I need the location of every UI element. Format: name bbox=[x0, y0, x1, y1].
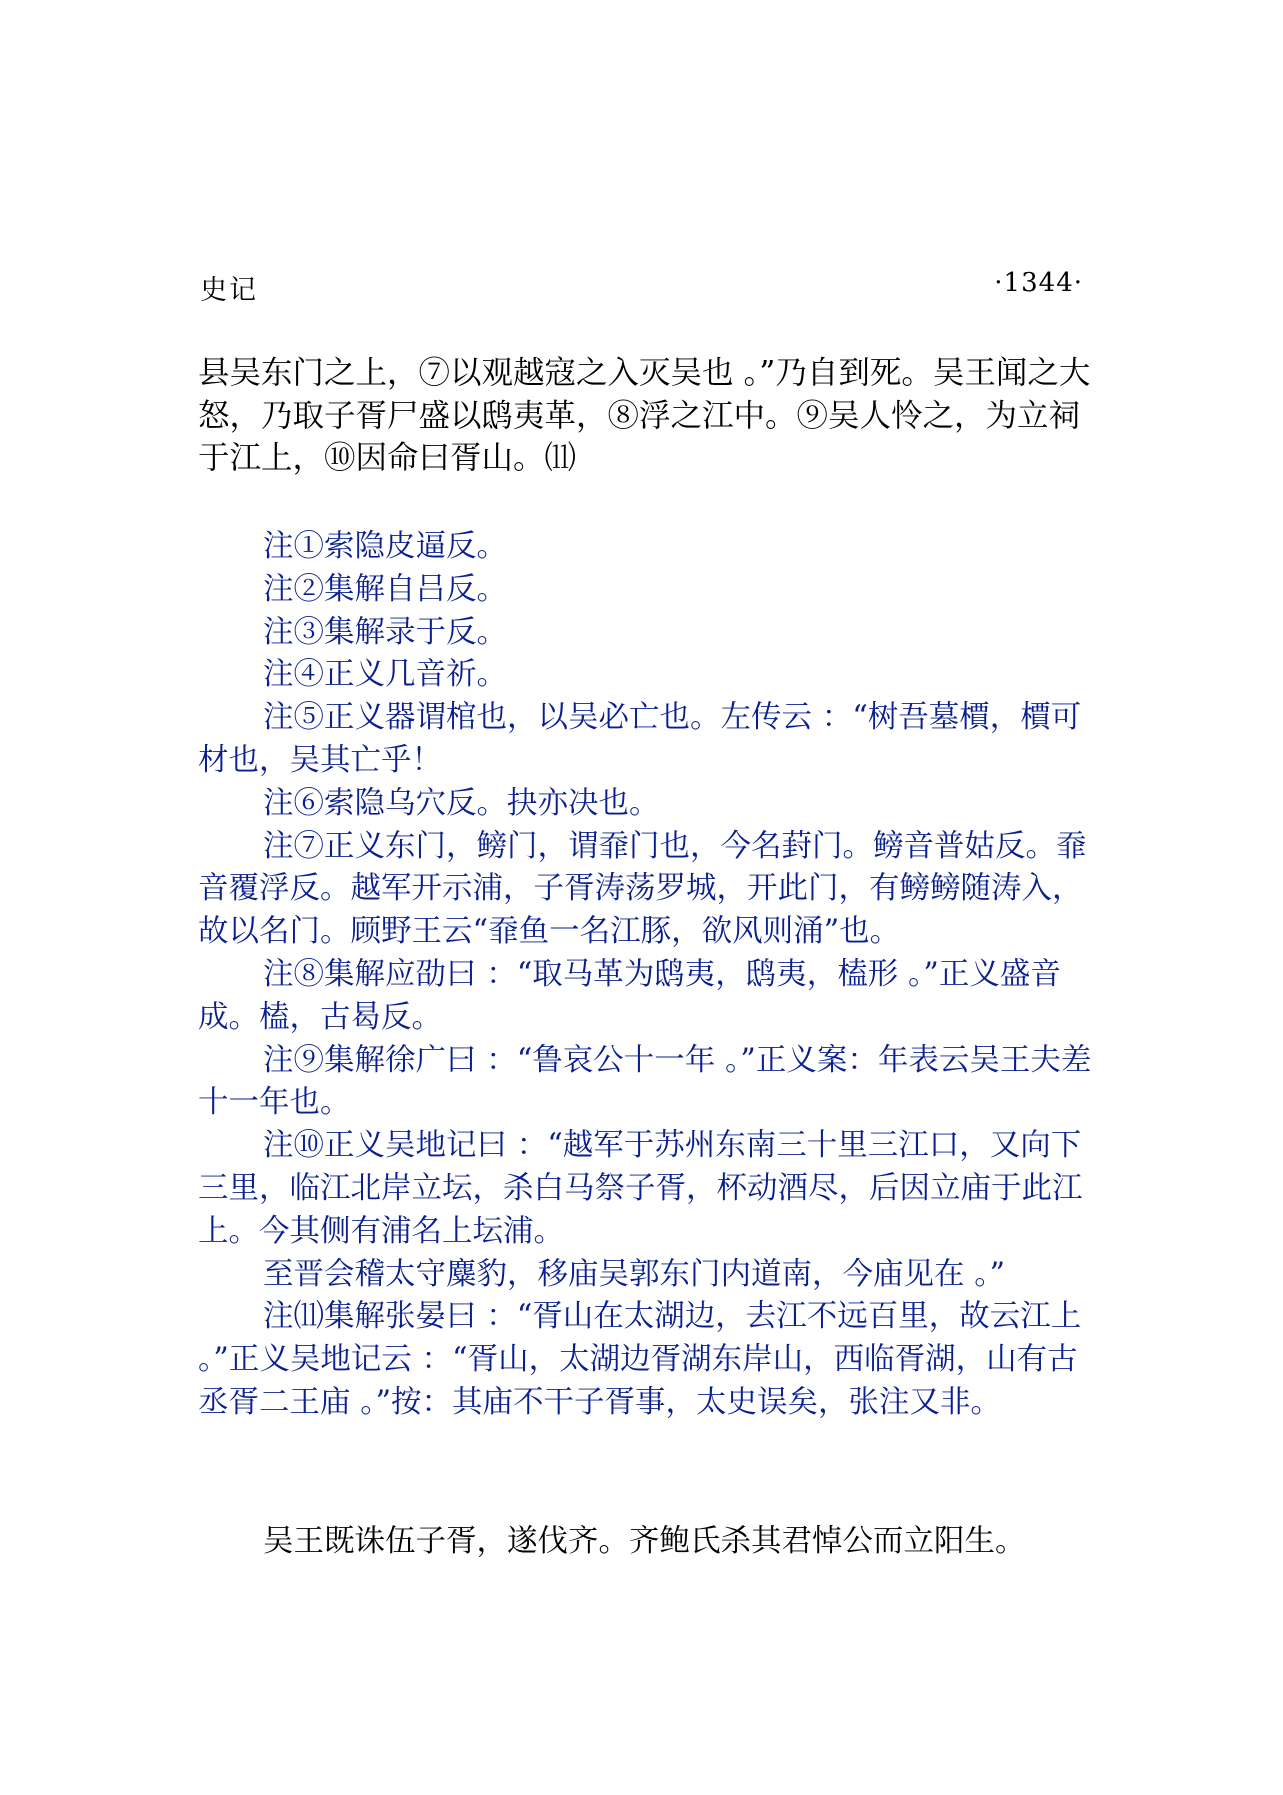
note-4: 注④正义几音祈。 bbox=[263, 657, 507, 693]
main-text-block bbox=[198, 352, 1098, 480]
note-3: 注③集解录于反。 bbox=[263, 614, 507, 650]
note-5: 注⑤正义器谓棺也，以吴必亡也。左传云 ：“树吾墓檟，檟可材也，吴其亡乎！ bbox=[198, 700, 1082, 778]
closing-paragraph: 吴王既诛伍子胥，遂伐齐。齐鲍氏杀其君悼公而立阳生。 bbox=[263, 1523, 1026, 1559]
note-6: 注⑥索隐乌穴反。抉亦决也。 bbox=[263, 785, 660, 821]
note-1: 注①索隐皮逼反。 bbox=[263, 529, 507, 564]
notes-section bbox=[198, 526, 1098, 1425]
note-11: 注⑾集解张晏曰 ：“胥山在太湖边，去江不远百里，故云江上 。”正义吴地记云 ：“胥山，太湖边胥湖东岸山，西临胥湖，山有古丞胥二王庙 。”按：其庙不干子胥事，太史误矣，张注又非。 bbox=[198, 1299, 1082, 1420]
note-2: 注②集解自吕反。 bbox=[263, 571, 507, 607]
note-10: 注⑩正义吴地记曰 ：“越军于苏州东南三十里三江口，又向下三里，临江北岸立坛，杀白马祭子胥，杯动酒尽，后因立庙于此江上。今其侧有浦名上坛浦。 bbox=[198, 1128, 1083, 1249]
book-title: 史记 bbox=[200, 275, 258, 306]
main-paragraph: 县吴东门之上，⑦以观越寇之入灭吴也 。”乃自到死。吴王闻之大怒，乃取子胥尸盛以鸱夷革，⑧浮之江中。⑨吴人怜之，为立祠于江上，⑩因命曰胥山。⑾ bbox=[198, 355, 1091, 476]
note-10-continuation: 至晋会稽太守麋豹，移庙吴郭东门内道南，今庙见在 。” bbox=[263, 1256, 1006, 1292]
note-9: 注⑨集解徐广曰 ：“鲁哀公十一年 。”正义案：年表云吴王夫差十一年也。 bbox=[198, 1042, 1092, 1121]
note-8: 注⑧集解应劭曰 ：“取马革为鸱夷，鸱夷，榼形 。”正义盛音成。榼，古曷反。 bbox=[198, 956, 1061, 1035]
page-number: ·1344· bbox=[994, 268, 1083, 298]
page-header bbox=[200, 268, 1083, 308]
note-7: 注⑦正义东门，鳑门，谓䨿门也，今名葑门。鳑音普姑反。䨿音覆浮反。越军开示浦，子胥涛荡罗城，开此门，有鳑鳑随涛入，故以名门。顾野王云“䨿鱼一名江豚，欲风则涌”也。 bbox=[198, 828, 1087, 950]
